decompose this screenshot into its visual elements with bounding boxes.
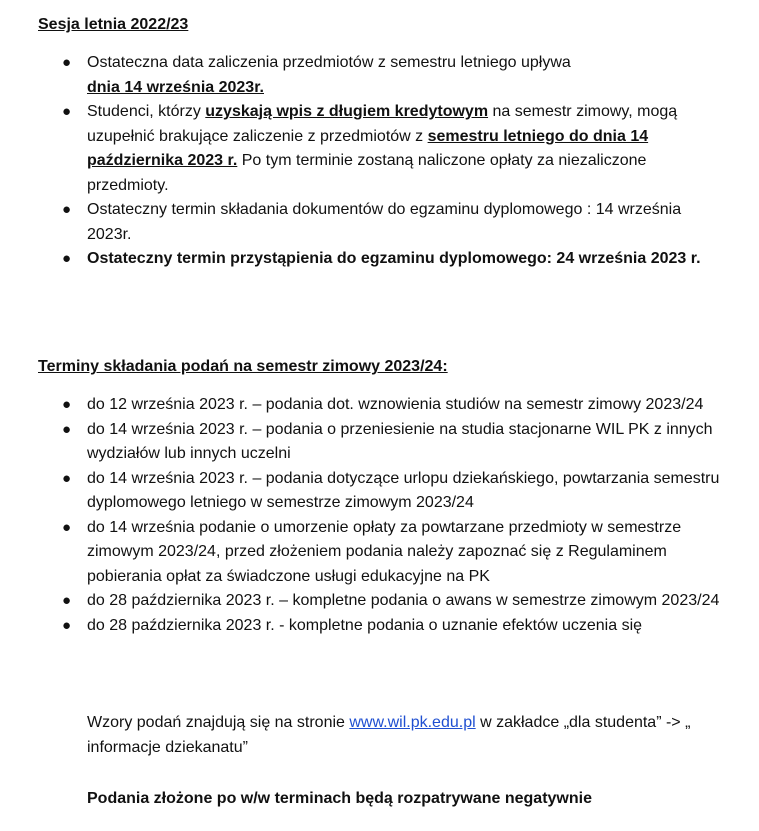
list-item [38,393,728,418]
list-item [38,467,728,516]
deadline-date: semestru letniego do dnia 14 października 2023 r. [87,127,649,169]
deadline-date: dnia 14 września 2023r. [87,78,264,96]
bullet-icon: ● [62,592,72,609]
list-item [38,100,728,198]
item-text: do 14 września 2023 r. – podania o przeniesienie na studia stacjonarne WIL PK z innych wydziałów lub innych uczelni [87,420,713,462]
winter-deadlines-heading: Terminy składania podań na semestr zimowy 2023/24: [38,358,448,375]
list-item [38,516,728,590]
late-applications-warning: Podania złożone po w/w terminach będą rozpatrywane negatywnie [87,790,592,807]
forms-note [87,711,737,760]
bullet-icon: ● [62,420,72,438]
faculty-website-link[interactable]: www.wil.pk.edu.pl [349,714,476,731]
item-text: do 28 października 2023 r. – kompletne podania o awans w semestrze zimowym 2023/24 [87,592,720,609]
item-text: do 28 października 2023 r. - kompletne podania o uznanie efektów uczenia się [87,616,643,634]
bullet-icon: ● [62,518,72,536]
bullet-icon: ● [62,396,72,413]
bullet-icon: ● [62,201,72,218]
item-text: Studenci, którzy [87,103,206,120]
item-text: Po tym terminie zostaną naliczone opłaty za niezaliczone przedmioty. [87,152,647,194]
list-item [38,589,728,614]
item-text-bold: Ostateczny termin przystąpienia do egzaminu dyplomowego: 24 września 2023 r. [87,250,701,267]
item-emphasis: uzyskają wpis z długiem kredytowym [205,103,489,120]
bullet-icon: ● [62,103,72,120]
summer-session-heading: Sesja letnia 2022/23 [38,16,189,33]
item-text: do 12 września 2023 r. – podania dot. wznowienia studiów na semestr zimowy 2023/24 [87,396,704,413]
item-text: do 14 września 2023 r. – podania dotyczące urlopu dziekańskiego, powtarzania semestru dyplomowego letniego w semestrze zimowym 2023/24 [87,469,720,511]
summer-session-list [38,51,728,272]
forms-note-text: Wzory podań znajdują się na stronie [87,714,350,731]
bullet-icon: ● [62,469,72,487]
bullet-icon: ● [62,616,72,634]
list-item [38,247,728,272]
winter-deadlines-list [38,393,728,638]
bullet-icon: ● [62,54,72,71]
bullet-icon: ● [62,250,72,267]
list-item [38,614,728,639]
forms-note-text: w zakładce „dla studenta” -> „ informacje dziekanatu” [87,714,691,756]
item-text: Ostateczna data zaliczenia przedmiotów z semestru letniego upływa [87,54,571,71]
item-text: do 14 września podanie o umorzenie opłaty za powtarzane przedmioty w semestrze zimowym 2023/24, przed złożeniem podania należy zapoznać się z Regulaminem pobierania opłat za świadczone usługi edukacyjne na PK [87,518,682,585]
list-item [38,51,728,100]
item-text: na semestr zimowy, mogą uzupełnić brakujące zaliczenie z przedmiotów z [87,103,678,145]
list-item [38,198,728,247]
item-text: Ostateczny termin składania dokumentów do egzaminu dyplomowego : 14 września 2023r. [87,201,682,243]
list-item [38,418,728,467]
